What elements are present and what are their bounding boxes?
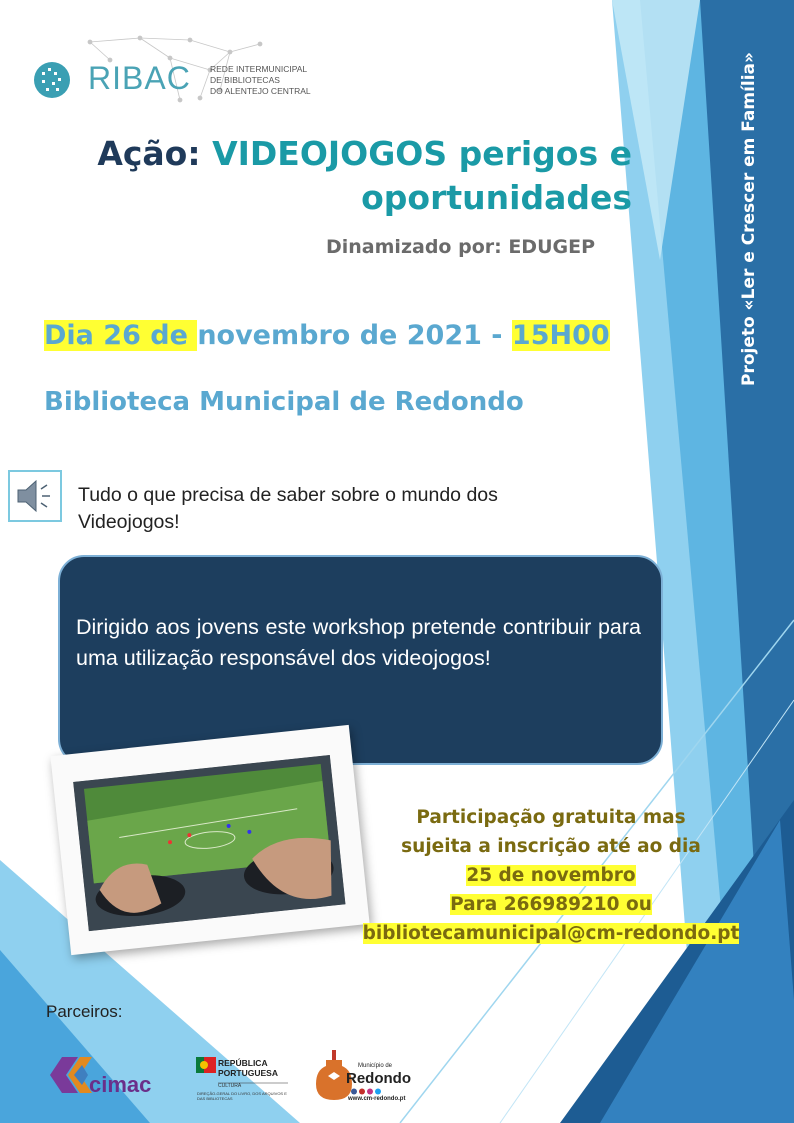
- vertical-project-title: [735, 20, 765, 390]
- info-line4: Para 266989210 ou: [450, 894, 652, 915]
- cimac-wordmark: cimac: [89, 1072, 152, 1097]
- title-main-line2: oportunidades: [361, 178, 632, 217]
- gaming-photo: [73, 755, 345, 931]
- social-icons: [350, 1088, 390, 1095]
- project-title-text: Projeto «Ler e Crescer em Família»: [739, 51, 759, 386]
- date-time: 15H00: [511, 320, 610, 351]
- rp-dglab: DIREÇÃO-GERAL DO LIVRO, DOS ARQUIVOS E DAS BIBLIOTECAS: [197, 1091, 287, 1101]
- page-title: [92, 132, 632, 220]
- info-line3: 25 de novembro: [466, 865, 636, 886]
- partners-label: Parceiros:: [46, 1002, 123, 1021]
- date-rest: novembro de 2021 -: [197, 320, 512, 351]
- redondo-url[interactable]: www.cm-redondo.pt: [348, 1096, 406, 1102]
- rp-title: REPÚBLICA PORTUGUESA: [218, 1058, 278, 1078]
- organizer-line: Dinamizado por: EDUGEP: [326, 236, 596, 258]
- event-venue: Biblioteca Municipal de Redondo: [44, 387, 524, 417]
- description-text: Dirigido aos jovens este workshop pretende contribuir para uma utilização responsável dos videojogos!: [76, 615, 641, 670]
- redondo-name: Redondo: [346, 1070, 411, 1087]
- title-main-line1: VIDEOJOGOS perigos e: [212, 134, 632, 173]
- info-email[interactable]: bibliotecamunicipal@cm-redondo.pt: [362, 923, 740, 944]
- info-line1: Participação gratuita mas: [416, 807, 686, 828]
- photo-frame: [50, 725, 369, 955]
- info-line2: sujeita a inscrição até ao dia: [401, 836, 701, 857]
- event-date: [44, 320, 610, 351]
- date-day: Dia 26 de: [44, 320, 198, 351]
- ribac-wordmark: RIBAC: [88, 60, 191, 96]
- registration-info: [346, 803, 756, 948]
- speaker-icon[interactable]: [8, 470, 62, 522]
- intro-text: Tudo o que precisa de saber sobre o mundo dos Videojogos!: [78, 484, 498, 533]
- title-prefix: Ação:: [97, 134, 201, 173]
- rp-cultura: CULTURA: [218, 1083, 242, 1089]
- ribac-subtitle: REDE INTERMUNICIPAL DE BIBLIOTECAS DO ALENTEJO CENTRAL: [210, 64, 311, 96]
- redondo-municipio: Município de: [358, 1063, 393, 1069]
